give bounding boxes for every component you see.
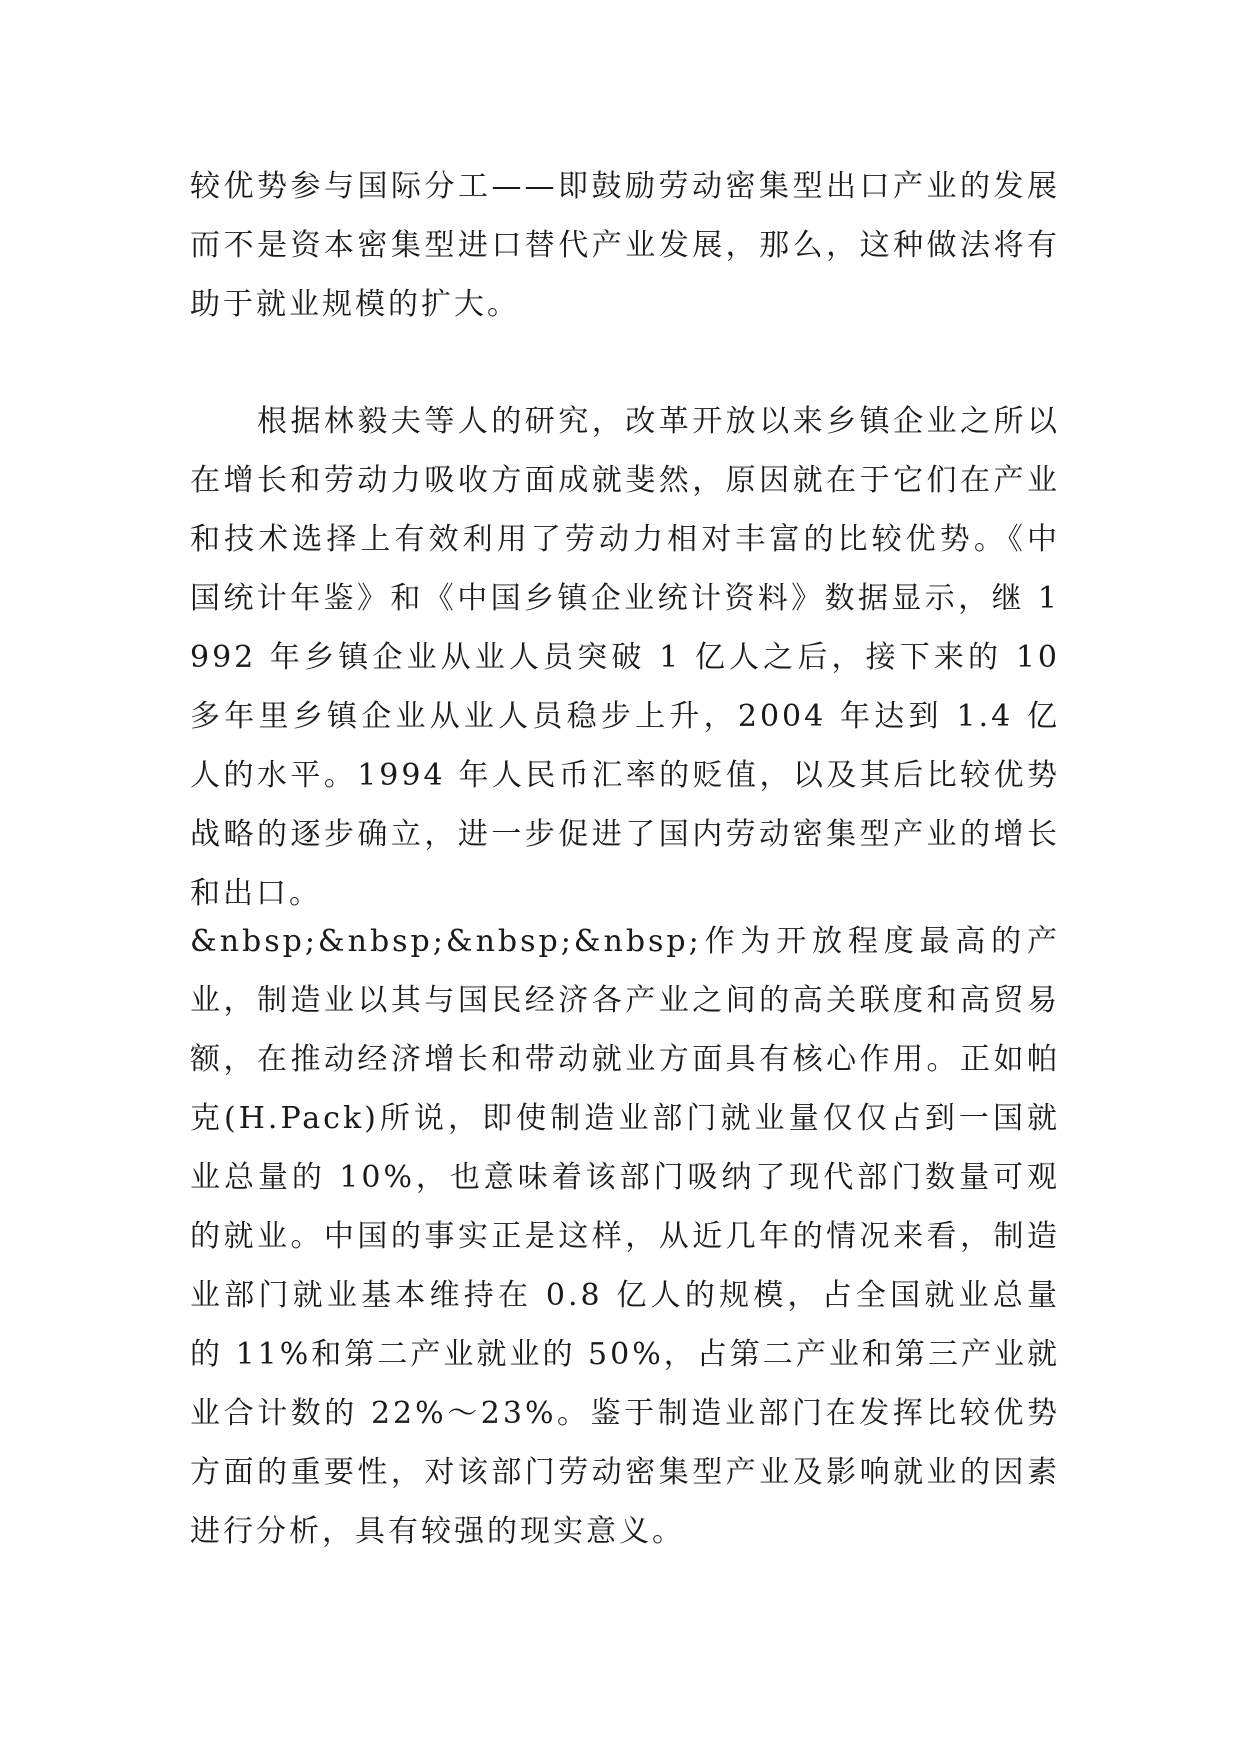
paragraph-2: 根据林毅夫等人的研究，改革开放以来乡镇企业之所以在增长和劳动力吸收方面成就斐然，原因就在于它们在产业和技术选择上有效利用了劳动力相对丰富的比较优势。《中国统计年鉴》和《中国乡镇企业统计资料》数据显示，继 1992 年乡镇企业从业人员突破 1 亿人之后，接下来的 10 多年里乡镇企业从业人员稳步上升，2004 年达到 1.4 亿人的水平。1994 年人民币汇率的贬值，以及其后比较优势战略的逐步确立，进一步促进了国内劳动密集型产业的增长和出口。: [190, 404, 1060, 911]
paragraph-3: &nbsp;&nbsp;&nbsp;&nbsp;作为开放程度最高的产业，制造业以其与国民经济各产业之间的高关联度和高贸易额，在推动经济增长和带动就业方面具有核心作用。正如帕克(H.Pack)所说，即使制造业部门就业量仅仅占到一国就业总量的 10%，也意味着该部门吸纳了现代部门数量可观的就业。中国的事实正是这样，从近几年的情况来看，制造业部门就业基本维持在 0.8 亿人的规模，占全国就业总量的 11%和第二产业就业的 50%，占第二产业和第三产业就业合计数的 22%～23%。鉴于制造业部门在发挥比较优势方面的重要性，对该部门劳动密集型产业及影响就业的因素进行分析，具有较强的现实意义。: [190, 924, 1060, 1549]
paragraph-1: 较优势参与国际分工——即鼓励劳动密集型出口产业的发展而不是资本密集型进口替代产业发展，那么，这种做法将有助于就业规模的扩大。: [190, 169, 1060, 322]
